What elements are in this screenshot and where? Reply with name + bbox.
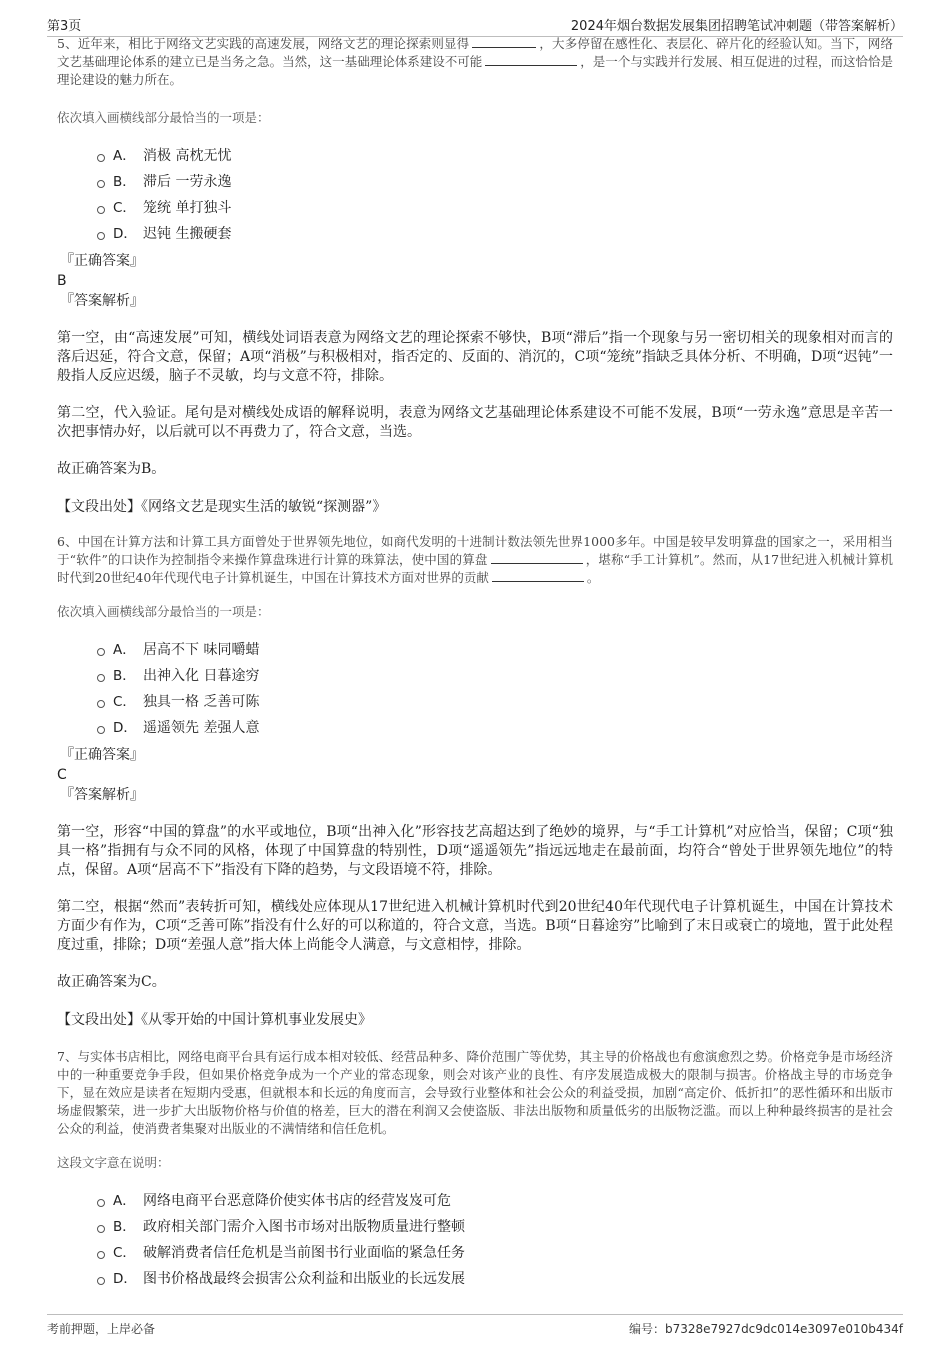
option-letter: C． [113, 694, 136, 710]
question-prompt: 这段文字意在说明： [57, 1155, 170, 1170]
option-text: 滞后 一劳永逸 [143, 174, 232, 190]
option-text: 图书价格战最终会损害公众利益和出版业的长远发展 [143, 1271, 465, 1287]
option-text: 政府相关部门需介入图书市场对出版物质量进行整顿 [143, 1219, 465, 1235]
question-5 [57, 35, 893, 517]
question-stem [57, 35, 893, 93]
stem-text: 。 [586, 570, 600, 585]
option-text: 迟钝 生搬硬套 [143, 226, 232, 242]
analysis-conclusion: 故正确答案为B。 [57, 461, 166, 477]
answer-label: 『正确答案』 [60, 747, 144, 763]
option-letter: D． [113, 226, 137, 242]
option-text: 出神入化 日暮途穷 [143, 668, 260, 684]
correct-answer: B [57, 273, 67, 289]
option-letter: D． [113, 720, 137, 736]
correct-answer: C [57, 767, 67, 783]
radio-icon[interactable] [97, 648, 105, 656]
stem-text: 6、中国在计算方法和计算工具方面曾处于世界领先地位，如商代发明的十进制计数法领先世界1000多年。中国是较早发明算盘的国家之一，采用相当于“软件”的口诀作为控制指令来操作算盘珠进行计算的珠算法，使中国的算盘 [57, 534, 893, 567]
option-list [97, 143, 893, 247]
option-text: 独具一格 乏善可陈 [143, 694, 260, 710]
document-code [629, 1320, 903, 1337]
radio-icon[interactable] [97, 154, 105, 162]
footer-slogan: 考前押题，上岸必备 [47, 1322, 156, 1336]
analysis-paragraph: 第二空，根据“然而”表转折可知，横线处应体现从17世纪进入机械计算机时代到20世纪40年代现代电子计算机诞生，中国在计算技术方面少有作为，C项“乏善可陈”指没有什么好的可以称道的，符合文意，当选。B项“日暮途穷”比喻到了末日或衰亡的境地，置于此处程度过重，排除；D项“差强人意”指大体上尚能令人满意，与文意相悖，排除。 [57, 899, 893, 953]
option-text: 遥遥领先 差强人意 [143, 720, 260, 736]
fill-blank [492, 569, 584, 582]
fill-blank [485, 53, 577, 66]
option-letter: C． [113, 1245, 136, 1261]
option-c[interactable] [97, 195, 893, 221]
option-letter: B． [113, 1219, 136, 1235]
stem-text: 5、近年来，相比于网络文艺实践的高速发展，网络文艺的理论探索则显得 [57, 36, 470, 51]
option-letter: D． [113, 1271, 137, 1287]
option-b[interactable] [97, 169, 893, 195]
analysis-label: 『答案解析』 [60, 293, 144, 309]
radio-icon[interactable] [97, 1277, 105, 1285]
option-letter: A． [113, 642, 136, 658]
question-stem [57, 533, 893, 587]
page-footer [47, 1314, 903, 1339]
source-citation [57, 1010, 893, 1030]
source-label: 【文段出处】 [57, 1012, 141, 1028]
analysis-label: 『答案解析』 [60, 787, 144, 803]
source-citation [57, 497, 893, 517]
source-title: 《网络文艺是现实生活的敏锐“探测器”》 [141, 499, 387, 515]
option-list [97, 637, 893, 741]
option-text: 网络电商平台恶意降价使实体书店的经营岌岌可危 [143, 1193, 451, 1209]
source-label: 【文段出处】 [57, 499, 141, 515]
option-a[interactable] [97, 1188, 893, 1214]
radio-icon[interactable] [97, 700, 105, 708]
document-title: 2024年烟台数据发展集团招聘笔试冲刺题（带答案解析） [570, 19, 903, 34]
option-letter: A． [113, 1193, 136, 1209]
option-a[interactable] [97, 637, 893, 663]
code-value: b7328e7927dc9dc014e3097e010b434f [664, 1322, 903, 1336]
question-6 [57, 533, 893, 1030]
answer-label: 『正确答案』 [60, 253, 144, 269]
analysis-paragraph: 第一空，形容“中国的算盘”的水平或地位，B项“出神入化”形容技艺高超达到了绝妙的境界，与“手工计算机”对应恰当，保留；C项“独具一格”指拥有与众不同的风格，体现了中国算盘的特别性，D项“遥遥领先”指远远地走在最前面，均符合“曾处于世界领先地位”的特点，保留。A项“居高不下”指没有下降的趋势，与文段语境不符，排除。 [57, 824, 893, 878]
stem-text: ，大多停留在感性化、表层化、碎片化的经验认知。当下，网络文艺基础理论体系的建立已是当务之急。当然，这一基础理论体系建设不可能 [57, 36, 893, 69]
radio-icon[interactable] [97, 1251, 105, 1259]
option-letter: A． [113, 148, 136, 164]
radio-icon[interactable] [97, 206, 105, 214]
source-title: 《从零开始的中国计算机事业发展史》 [141, 1012, 372, 1028]
page-number: 第3页 [47, 19, 82, 34]
question-prompt: 依次填入画横线部分最恰当的一项是： [57, 604, 270, 619]
option-text: 居高不下 味同嚼蜡 [143, 642, 260, 658]
option-d[interactable] [97, 715, 893, 741]
option-a[interactable] [97, 143, 893, 169]
option-b[interactable] [97, 663, 893, 689]
stem-text: ，堪称“手工计算机”。然而，从17世纪进入机械计算机时代到20世纪40年代现代电子计算机诞生，中国在计算技术方面对世界的贡献 [57, 552, 893, 585]
analysis-paragraph: 第一空，由“高速发展”可知，横线处词语表意为网络文艺的理论探索不够快，B项“滞后”指一个现象与另一密切相关的现象相对而言的落后迟延，符合文意，保留；A项“消极”与积极相对，指否定的、反面的、消沉的，C项“笼统”指缺乏具体分析、不明确，D项“迟钝”一般指人反应迟缓，脑子不灵敏，均与文意不符，排除。 [57, 330, 893, 384]
radio-icon[interactable] [97, 1199, 105, 1207]
radio-icon[interactable] [97, 232, 105, 240]
option-letter: C． [113, 200, 136, 216]
option-letter: B． [113, 174, 136, 190]
question-stem: 7、与实体书店相比，网络电商平台具有运行成本相对较低、经营品种多、降价范围广等优势，其主导的价格战也有愈演愈烈之势。价格竞争是市场经济中的一种重要竞争手段，但如果价格竞争成为一个产业的常态现象，则会对该产业的良性、有序发展造成极大的限制与损害。价格战主导的市场竞争下，显在效应是读者在短期内受惠，但就根本和长远的角度而言，会导致行业整体和社会公众的利益受损，加剧“高定价、低折扣”的恶性循环和出版市场虚假繁荣，进一步扩大出版物价格与价值的格差，巨大的潜在利润又会使盗版、非法出版物和质量低劣的出版物泛滥。而以上种种最终损害的是社会公众的利益，使消费者集聚对出版业的不满情绪和信任危机。 [57, 1049, 893, 1136]
option-c[interactable] [97, 1240, 893, 1266]
analysis-conclusion: 故正确答案为C。 [57, 974, 166, 990]
fill-blank [472, 35, 536, 48]
radio-icon[interactable] [97, 180, 105, 188]
code-label: 编号： [628, 1322, 665, 1336]
radio-icon[interactable] [97, 1225, 105, 1233]
option-b[interactable] [97, 1214, 893, 1240]
stem-text: ，是一个与实践并行发展、相互促进的过程，而这恰恰是理论建设的魅力所在。 [57, 54, 893, 87]
document-body [57, 36, 893, 1292]
option-c[interactable] [97, 689, 893, 715]
option-list [97, 1188, 893, 1292]
question-7 [57, 1048, 893, 1292]
option-letter: B． [113, 668, 136, 684]
radio-icon[interactable] [97, 674, 105, 682]
option-d[interactable] [97, 221, 893, 247]
option-d[interactable] [97, 1266, 893, 1292]
option-text: 破解消费者信任危机是当前图书行业面临的紧急任务 [143, 1245, 465, 1261]
page-header [47, 14, 903, 37]
fill-blank [491, 551, 583, 564]
option-text: 笼统 单打独斗 [143, 200, 232, 216]
question-prompt: 依次填入画横线部分最恰当的一项是： [57, 110, 270, 125]
option-text: 消极 高枕无忧 [143, 148, 232, 164]
radio-icon[interactable] [97, 726, 105, 734]
analysis-paragraph: 第二空，代入验证。尾句是对横线处成语的解释说明，表意为网络文艺基础理论体系建设不可能不发展，B项“一劳永逸”意思是辛苦一次把事情办好，以后就可以不再费力了，符合文意，当选。 [57, 405, 893, 440]
